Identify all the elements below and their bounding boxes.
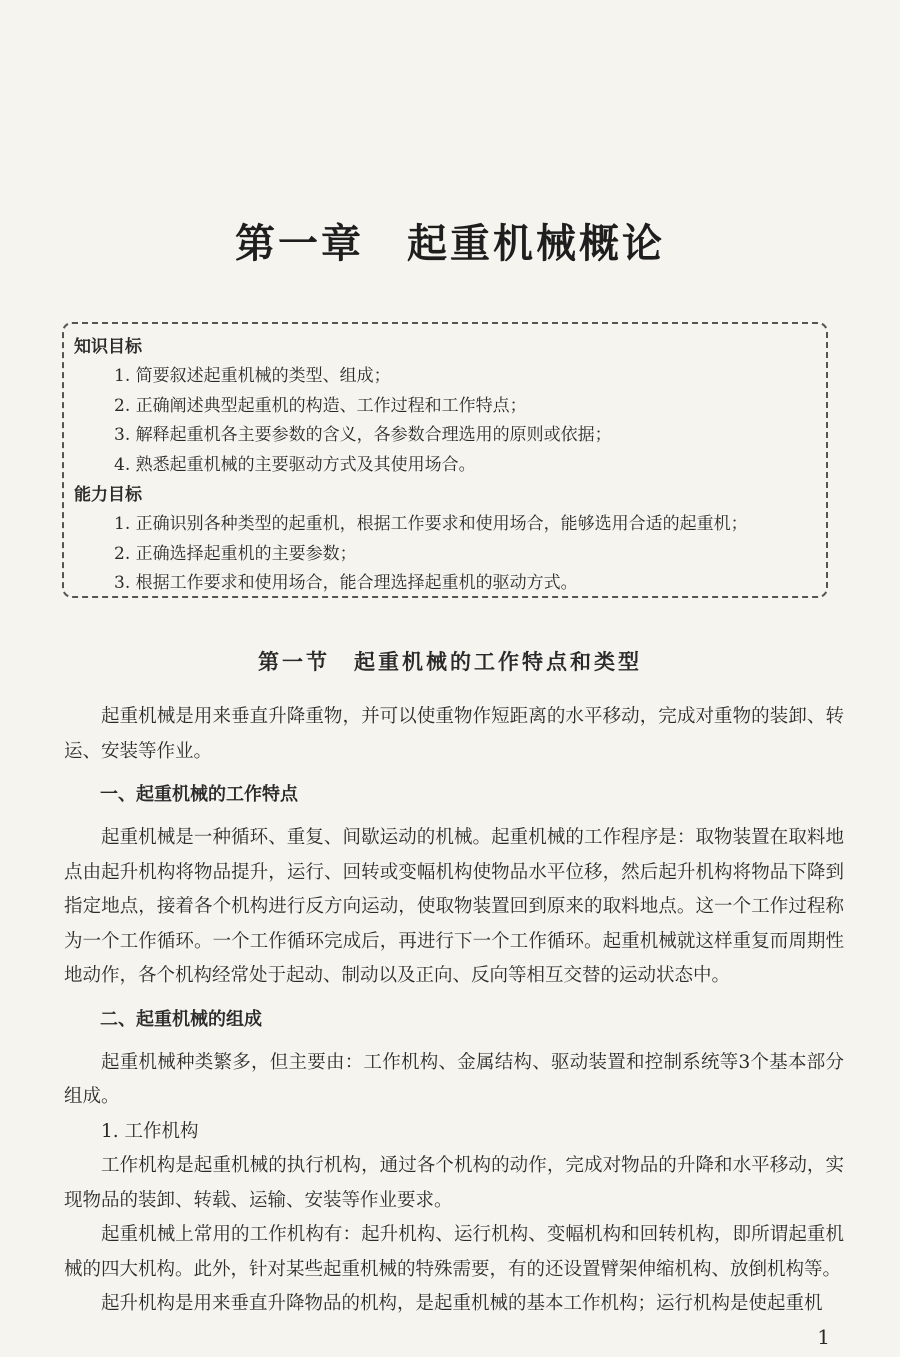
ability-objectives-heading: 能力目标 <box>74 485 142 505</box>
section-title: 第一节 起重机械的工作特点和类型 <box>258 650 642 674</box>
knowledge-item: 1. 简要叙述起重机械的类型、组成； <box>114 366 391 386</box>
paragraph: 工作机构是起重机械的执行机构，通过各个机构的动作，完成对物品的升降和水平移动，实现物品的装卸、转载、运输、安装等作业要求。 <box>64 1155 844 1211</box>
heading: 二、起重机械的组成 <box>100 1008 262 1030</box>
body-text <box>64 700 844 1350</box>
knowledge-objectives-heading: 知识目标 <box>74 337 142 357</box>
page-number: 1 <box>817 1324 830 1349</box>
paragraph: 起重机械种类繁多，但主要由：工作机构、金属结构、驱动装置和控制系统等3个基本部分组成。 <box>64 1051 844 1107</box>
ability-item: 1. 正确识别各种类型的起重机，根据工作要求和使用场合，能够选用合适的起重机； <box>114 514 748 534</box>
subheading: 1. 工作机构 <box>101 1120 199 1142</box>
objectives-box <box>62 322 828 598</box>
paragraph: 起重机械是用来垂直升降重物，并可以使重物作短距离的水平移动，完成对重物的装卸、转运、安装等作业。 <box>64 706 844 762</box>
knowledge-item: 3. 解释起重机各主要参数的含义，各参数合理选用的原则或依据； <box>114 425 612 445</box>
knowledge-item: 2. 正确阐述典型起重机的构造、工作过程和工作特点； <box>114 395 527 416</box>
ability-item: 3. 根据工作要求和使用场合，能合理选择起重机的驱动方式。 <box>114 573 578 593</box>
paragraph: 起重机械是一种循环、重复、间歇运动的机械。起重机械的工作程序是：取物装置在取料地点由起升机构将物品提升，运行、回转或变幅机构使物品水平位移，然后起升机构将物品下降到指定地点，接着各个机构进行反方向运动，使取物装置回到原来的取料地点。这一个工作过程称为一个工作循环。一个工作循环完成后，再进行下一个工作循环。起重机械就这样重复而周期性地动作，各个机构经常处于起动、制动以及正向、反向等相互交替的运动状态中。 <box>64 827 844 986</box>
knowledge-item: 4. 熟悉起重机械的主要驱动方式及其使用场合。 <box>114 454 476 475</box>
paragraph: 起升机构是用来垂直升降物品的机构，是起重机械的基本工作机构；运行机构是使起重机 <box>101 1293 823 1314</box>
chapter-title: 第一章 起重机械概论 <box>235 220 665 267</box>
heading: 一、起重机械的工作特点 <box>100 784 298 805</box>
paragraph: 起重机械上常用的工作机构有：起升机构、运行机构、变幅机构和回转机构，即所谓起重机械的四大机构。此外，针对某些起重机械的特殊需要，有的还设置臂架伸缩机构、放倒机构等。 <box>64 1224 844 1280</box>
ability-item: 2. 正确选择起重机的主要参数； <box>114 543 357 564</box>
